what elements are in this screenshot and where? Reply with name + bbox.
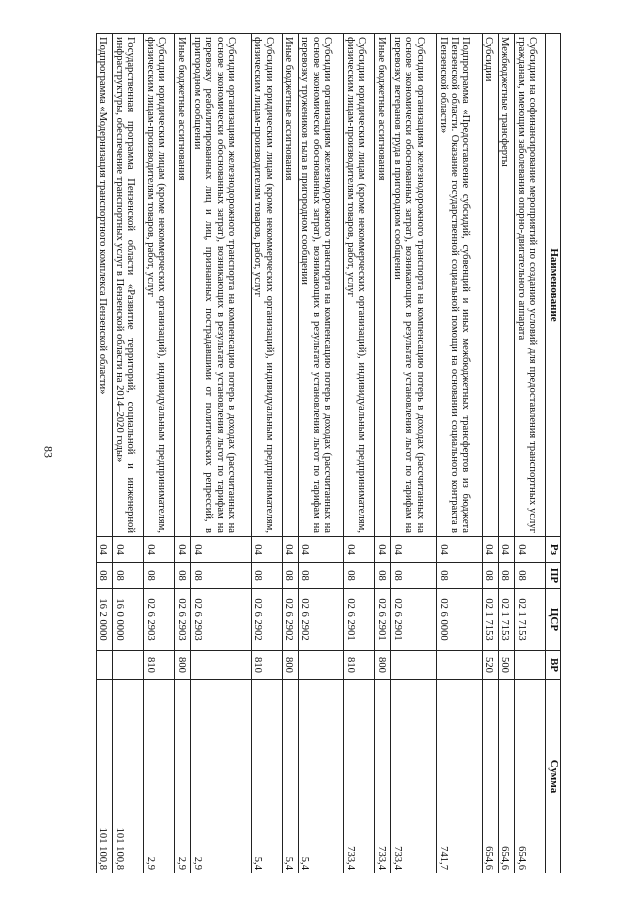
cell-rz: 04 [515,537,546,563]
cell-csr: 02 1 7153 [482,589,498,651]
table-row [344,34,375,874]
cell-vr [391,651,437,680]
cell-rz: 04 [298,537,344,563]
cell-rz: 04 [375,537,391,563]
cell-rz: 04 [113,537,144,563]
cell-rz: 04 [97,537,113,563]
table-row [375,34,391,874]
cell-name: Субсидии на софинансирование мероприятий по созданию условий для предоставления транспортных услуг гражданам, имеющим заболевания опорно-двигательного аппарата [515,34,546,537]
cell-vr: 810 [344,651,375,680]
cell-sum: 2,9 [175,680,191,874]
cell-rz: 04 [282,537,298,563]
cell-vr: 520 [482,651,498,680]
cell-sum: 5,4 [298,680,344,874]
cell-sum: 741,7 [437,680,483,874]
cell-pr: 08 [191,563,252,589]
cell-csr: 02 6 2903 [144,589,175,651]
cell-name: Субсидии организациям железнодорожного транспорта на компенсацию потерь в доходах (рассчитанных на основе экономически обоснованных затрат), возникающих в результате установления льгот по тарифам на перевозку ветеранов труда в пригородном сообщении [391,34,437,537]
cell-sum: 654,6 [499,680,515,874]
cell-vr [437,651,483,680]
cell-csr: 02 6 2902 [298,589,344,651]
page-number: 83 [41,446,56,458]
cell-pr: 08 [175,563,191,589]
cell-csr: 02 6 2902 [282,589,298,651]
cell-name: Субсидии юридическим лицам (кроме некоммерческих организаций), индивидуальным предпринимателям, физическим лицам-производителям товаров, работ, услуг [144,34,175,537]
budget-table-area [96,33,561,873]
cell-name: Подпрограмма «Предоставление субсидий, субвенций и иных межбюджетных трансфертов из бюджета Пензенской области. Оказание государственной социальной помощи на основании социального контракта в Пензенской области» [437,34,483,537]
cell-vr: 800 [375,651,391,680]
table-header-row [546,34,561,874]
cell-vr [298,651,344,680]
cell-sum: 654,6 [515,680,546,874]
cell-name: Субсидии юридическим лицам (кроме некоммерческих организаций), индивидуальным предпринимателям, физическим лицам-производителям товаров, работ, услуг [251,34,282,537]
cell-pr: 08 [482,563,498,589]
table-row [437,34,483,874]
cell-sum: 5,4 [282,680,298,874]
cell-sum: 101 100,8 [113,680,144,874]
cell-pr: 08 [499,563,515,589]
cell-rz: 04 [175,537,191,563]
cell-sum: 733,4 [375,680,391,874]
cell-vr [515,651,546,680]
cell-name: Субсидии юридическим лицам (кроме некоммерческих организаций), индивидуальным предпринимателям, физическим лицам-производителям товаров, работ, услуг [344,34,375,537]
header-rz: Рз [546,537,561,563]
table-body [97,34,546,874]
cell-name: Государственная программа Пензенской области «Развитие территорий, социальной и инженерной инфраструктуры, обеспечение транспортных услуг в Пензенской области на 2014–2020 годы» [113,34,144,537]
cell-name: Субсидии [482,34,498,537]
header-name: Наименование [546,34,561,537]
cell-csr: 02 6 0000 [437,589,483,651]
cell-csr: 02 6 2901 [391,589,437,651]
cell-csr: 02 6 2903 [191,589,252,651]
cell-sum: 2,9 [144,680,175,874]
cell-name: Иные бюджетные ассигнования [175,34,191,537]
budget-table [96,33,561,873]
cell-vr: 810 [144,651,175,680]
cell-vr: 500 [499,651,515,680]
header-vr: ВР [546,651,561,680]
cell-name: Субсидии организациям железнодорожного транспорта на компенсацию потерь в доходах (рассчитанных на основе экономически обоснованных затрат), возникающих в результате установления льгот по тарифам на перевозку тружеников тыла в пригородном сообщении [298,34,344,537]
cell-pr: 08 [344,563,375,589]
cell-sum: 101 100,8 [97,680,113,874]
table-row [298,34,344,874]
header-sum: Сумма [546,680,561,874]
cell-rz: 04 [251,537,282,563]
cell-name: Иные бюджетные ассигнования [282,34,298,537]
cell-rz: 04 [391,537,437,563]
table-row [191,34,252,874]
table-row [251,34,282,874]
cell-rz: 04 [499,537,515,563]
table-row [515,34,546,874]
cell-csr: 16 2 0000 [97,589,113,651]
table-row [144,34,175,874]
cell-csr: 02 6 2902 [251,589,282,651]
cell-pr: 08 [251,563,282,589]
cell-pr: 08 [144,563,175,589]
header-csr: ЦСР [546,589,561,651]
header-pr: ПР [546,563,561,589]
cell-rz: 04 [344,537,375,563]
cell-sum: 733,4 [391,680,437,874]
table-row [391,34,437,874]
cell-sum: 5,4 [251,680,282,874]
cell-rz: 04 [437,537,483,563]
cell-csr: 16 0 0000 [113,589,144,651]
cell-name: Межбюджетные трансферты [499,34,515,537]
cell-pr: 08 [375,563,391,589]
cell-vr: 800 [175,651,191,680]
cell-name: Подпрограмма «Модернизация транспортного комплекса Пензенской области» [97,34,113,537]
table-row [97,34,113,874]
table-row [499,34,515,874]
table-row [282,34,298,874]
cell-csr: 02 6 2901 [344,589,375,651]
cell-csr: 02 1 7153 [515,589,546,651]
cell-pr: 08 [437,563,483,589]
cell-vr: 800 [282,651,298,680]
table-row [482,34,498,874]
cell-csr: 02 6 2903 [175,589,191,651]
cell-rz: 04 [191,537,252,563]
cell-vr: 810 [251,651,282,680]
cell-pr: 08 [298,563,344,589]
cell-vr [97,651,113,680]
cell-pr: 08 [282,563,298,589]
cell-sum: 2,9 [191,680,252,874]
table-row [113,34,144,874]
cell-pr: 08 [113,563,144,589]
cell-csr: 02 1 7153 [499,589,515,651]
cell-name: Субсидии организациям железнодорожного транспорта на компенсацию потерь в доходах (рассчитанных на основе экономически обоснованных затрат), возникающих в результате установления льгот по тарифам на перевозку реабилитированных лиц и лиц, признанных пострадавшими от политических репрессий, в пригородном сообщении [191,34,252,537]
cell-name: Иные бюджетные ассигнования [375,34,391,537]
cell-vr [191,651,252,680]
table-row [175,34,191,874]
cell-rz: 04 [482,537,498,563]
cell-sum: 654,6 [482,680,498,874]
cell-sum: 733,4 [344,680,375,874]
cell-rz: 04 [144,537,175,563]
cell-pr: 08 [515,563,546,589]
cell-pr: 08 [97,563,113,589]
cell-pr: 08 [391,563,437,589]
cell-csr: 02 6 2901 [375,589,391,651]
cell-vr [113,651,144,680]
